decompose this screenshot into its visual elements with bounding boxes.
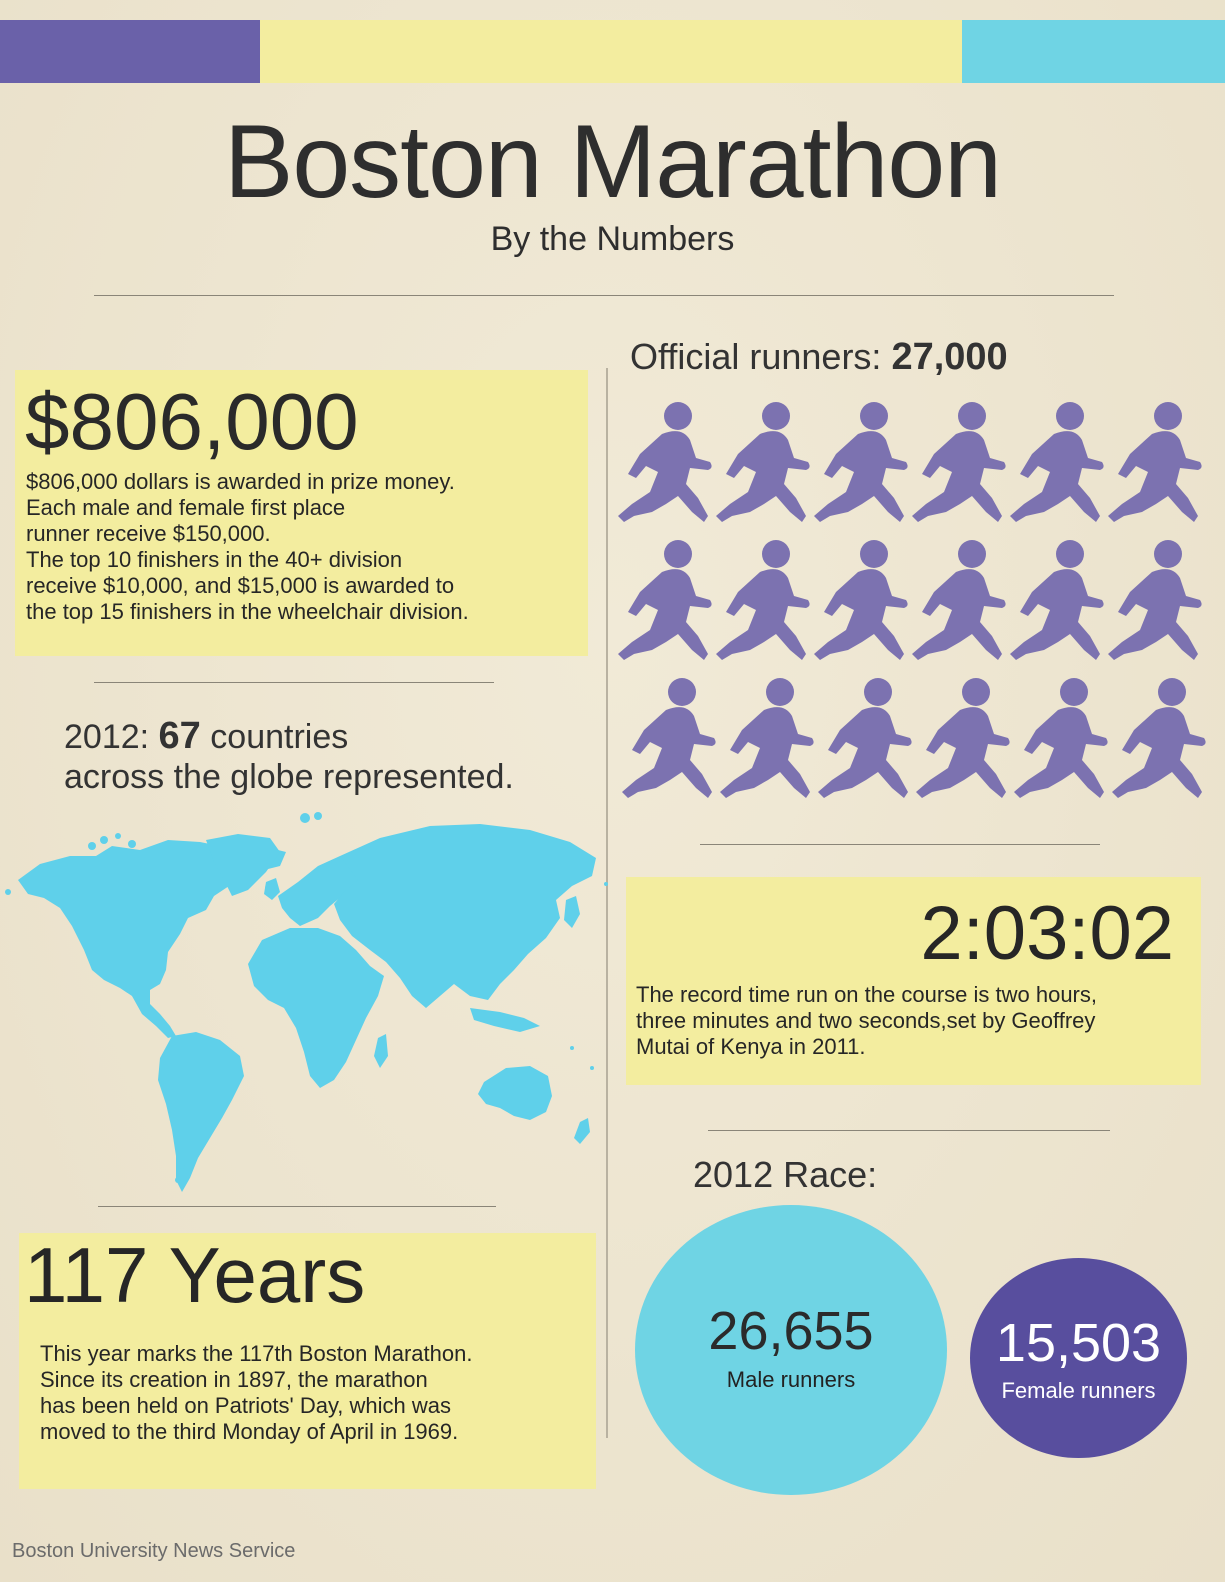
runner-icon: [618, 540, 712, 660]
runner-icon: [1108, 540, 1202, 660]
runner-icon: [1014, 678, 1108, 798]
runner-icon: [716, 402, 810, 522]
runners-label: Official runners:: [630, 336, 882, 377]
runner-icon: [618, 402, 712, 522]
years-description: This year marks the 117th Boston Marathon. Since its creation in 1897, the marathon has been held on Patriots' Day, which was moved to the third Monday of April in 1969.: [40, 1341, 473, 1444]
madagascar-shape: [374, 1034, 388, 1068]
new-zealand-shape: [574, 1118, 590, 1144]
island-dot: [100, 836, 108, 844]
island-dot: [604, 882, 608, 886]
island-dot: [88, 842, 96, 850]
female-runners-count: 15,503: [995, 1313, 1162, 1373]
runners-divider: [700, 844, 1100, 845]
island-dot: [590, 1066, 594, 1070]
prize-amount: $806,000: [25, 377, 359, 466]
island-dot: [265, 883, 275, 893]
top-bar-cyan: [962, 20, 1225, 83]
runner-icon: [622, 678, 716, 798]
south-america-shape: [158, 1032, 244, 1192]
island-dot: [300, 813, 310, 823]
runner-icon: [720, 678, 814, 798]
runner-icon: [1010, 402, 1104, 522]
runner-icon: [916, 678, 1010, 798]
top-bar-purple: [0, 20, 260, 83]
runner-icon: [912, 540, 1006, 660]
island-dot: [570, 1046, 574, 1050]
runners-count: 27,000: [891, 336, 1008, 378]
world-map: [0, 800, 620, 1195]
indonesia-shape: [470, 1008, 540, 1032]
header-divider: [94, 295, 1114, 296]
record-divider: [708, 1130, 1110, 1131]
runners-text: [630, 336, 1008, 379]
countries-suffix: countries: [210, 718, 349, 756]
runner-icon: [1112, 678, 1206, 798]
central-america-shape: [132, 996, 176, 1038]
island-dot: [179, 1163, 185, 1169]
page-subtitle: By the Numbers: [490, 220, 735, 258]
countries-line2: across the globe represented.: [64, 758, 514, 796]
island-dot: [175, 1177, 181, 1183]
runner-icon: [818, 678, 912, 798]
runner-icon: [1010, 540, 1104, 660]
prize-divider: [94, 682, 494, 683]
africa-shape: [248, 928, 384, 1088]
page-title: Boston Marathon: [223, 104, 1002, 220]
countries-text: [64, 716, 514, 797]
runner-icon: [1108, 402, 1202, 522]
runner-icon: [912, 402, 1006, 522]
runner-icon: [814, 402, 908, 522]
island-dot: [192, 1154, 196, 1158]
japan-shape: [564, 896, 580, 928]
top-bar-yellow: [260, 20, 962, 83]
record-description: The record time run on the course is two hours, three minutes and two seconds,set by Geoffrey Mutai of Kenya in 2011.: [636, 982, 1097, 1059]
island-dot: [128, 840, 136, 848]
island-dot: [115, 833, 121, 839]
years-title: 117 Years: [24, 1231, 366, 1319]
runner-icon: [814, 540, 908, 660]
australia-shape: [478, 1066, 552, 1120]
runners-grid: [612, 396, 1208, 806]
map-divider: [98, 1206, 496, 1207]
island-dot: [5, 889, 11, 895]
female-runners-label: Female runners: [1001, 1378, 1156, 1403]
runner-icon: [716, 540, 810, 660]
countries-count: 67: [158, 715, 201, 757]
male-runners-label: Male runners: [726, 1367, 856, 1392]
credit-text: Boston University News Service: [12, 1540, 296, 1562]
male-runners-count: 26,655: [708, 1301, 874, 1361]
record-time: 2:03:02: [920, 891, 1174, 976]
race-label: 2012 Race:: [693, 1154, 878, 1195]
island-dot: [314, 812, 322, 820]
prize-description: $806,000 dollars is awarded in prize money. Each male and female first place runner receive $150,000. The top 10 finishers in the 40+ division receive $10,000, and $15,000 is awarded to the top 15 finishers in the wheelchair division.: [26, 469, 469, 624]
countries-year: 2012:: [64, 718, 150, 756]
